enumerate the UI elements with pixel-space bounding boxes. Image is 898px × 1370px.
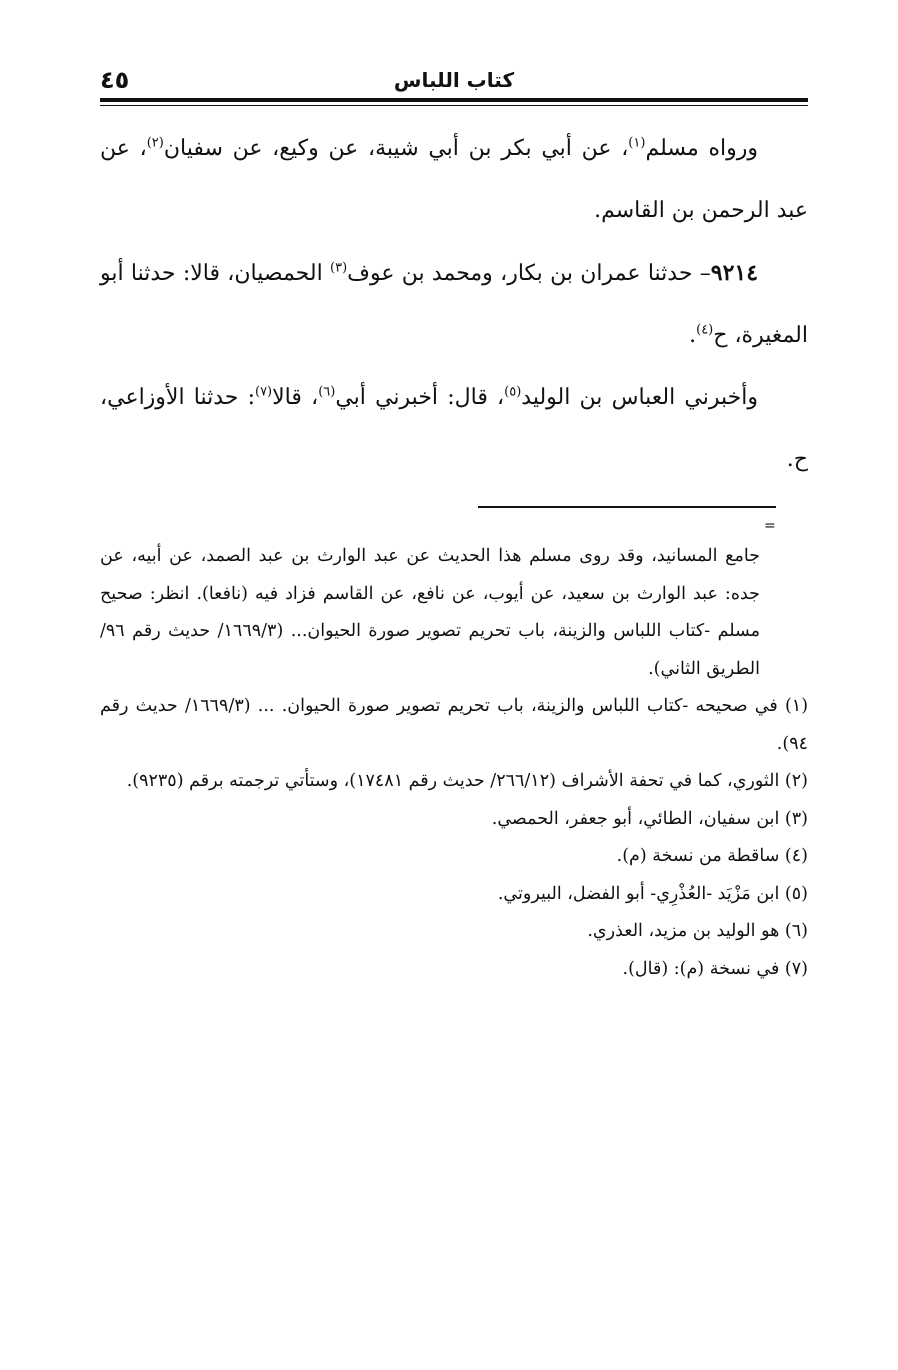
footnote-6: (٦) هو الوليد بن مزيد، العذري.: [587, 921, 808, 941]
footnote-ref-4: (٤): [696, 322, 714, 338]
footnote-separator: [478, 506, 776, 508]
text-run: ، قالا: [272, 385, 319, 410]
page-header: [100, 64, 808, 98]
footnote-7: (٧) في نسخة (م): (قال).: [622, 958, 808, 979]
footnotes: [100, 538, 808, 988]
header-rule-thick: [100, 98, 808, 102]
running-title: كتاب اللباس: [393, 68, 515, 92]
text-run: .: [689, 323, 697, 348]
text-run: : حدثنا الأوزاعي، ح.: [100, 385, 808, 472]
paragraph-3: [100, 367, 808, 491]
footnote-ref-5: (٥): [504, 384, 522, 400]
footnote-ref-3: (٣): [330, 260, 348, 276]
footnote-4: (٤) ساقطة من نسخة (م).: [616, 846, 808, 866]
footnote-1: (١) في صحيحه -كتاب اللباس والزينة، باب تحريم تصوير صورة الحيوان. ... (١٦٦٩/٣/ حديث رقم ٩٤).: [100, 696, 809, 754]
continuation-mark: =: [764, 518, 776, 534]
text-run: ، عن أبي بكر بن أبي شيبة، عن وكيع، عن سفيان: [163, 136, 629, 161]
footnote-2: (٢) الثوري، كما في تحفة الأشراف (٢٦٦/١٢/ حديث رقم ١٧٤٨١)، وستأتي ترجمته برقم (٩٢٣٥).: [126, 771, 808, 791]
paragraph-1: [100, 118, 808, 242]
header-rule-thin: [100, 105, 808, 106]
footnote-ref-7: (٧): [254, 384, 273, 400]
footnote-ref-2: (٢): [146, 135, 164, 151]
text-run: ، قال: أخبرني أبي: [335, 385, 505, 410]
text-run: وأخبرني العباس بن الوليد: [521, 385, 758, 410]
page-number: ٤٥: [100, 66, 130, 94]
footnote-5: (٥) ابن مَزْيَد -العُذْرِي- أبو الفضل، البيروتي.: [497, 883, 808, 904]
text-run: ، عن عبد الرحمن بن القاسم.: [100, 136, 808, 223]
main-text: [100, 118, 808, 491]
paragraph-hadith-9214: [100, 242, 808, 367]
text-run: – حدثنا عمران بن بكار، ومحمد بن عوف: [347, 261, 711, 286]
footnote-3: (٣) ابن سفيان، الطائي، أبو جعفر، الحمصي.: [491, 808, 808, 829]
footnote-ref-1: (١): [628, 135, 646, 151]
text-run: الحمصيان، قالا: حدثنا أبو المغيرة، ح: [100, 261, 808, 348]
footnote-continuation: جامع المسانيد، وقد روى مسلم هذا الحديث عن عبد الوارث بن عبد الصمد، عن أبيه، عن جده: عبد الوارث بن سعيد، عن أيوب، عن نافع، عن القاسم فزاد فيه (نافعا). انظر: صحيح مسلم -كتاب اللباس والزينة، باب تحريم تصوير صورة الحيوان... (١٦٦٩/٣/ حديث رقم ٩٦/ الطريق الثاني).: [100, 546, 760, 679]
hadith-number: ٩٢١٤: [710, 260, 759, 286]
text-run: ورواه مسلم: [645, 136, 758, 161]
footnote-ref-6: (٦): [318, 384, 336, 400]
